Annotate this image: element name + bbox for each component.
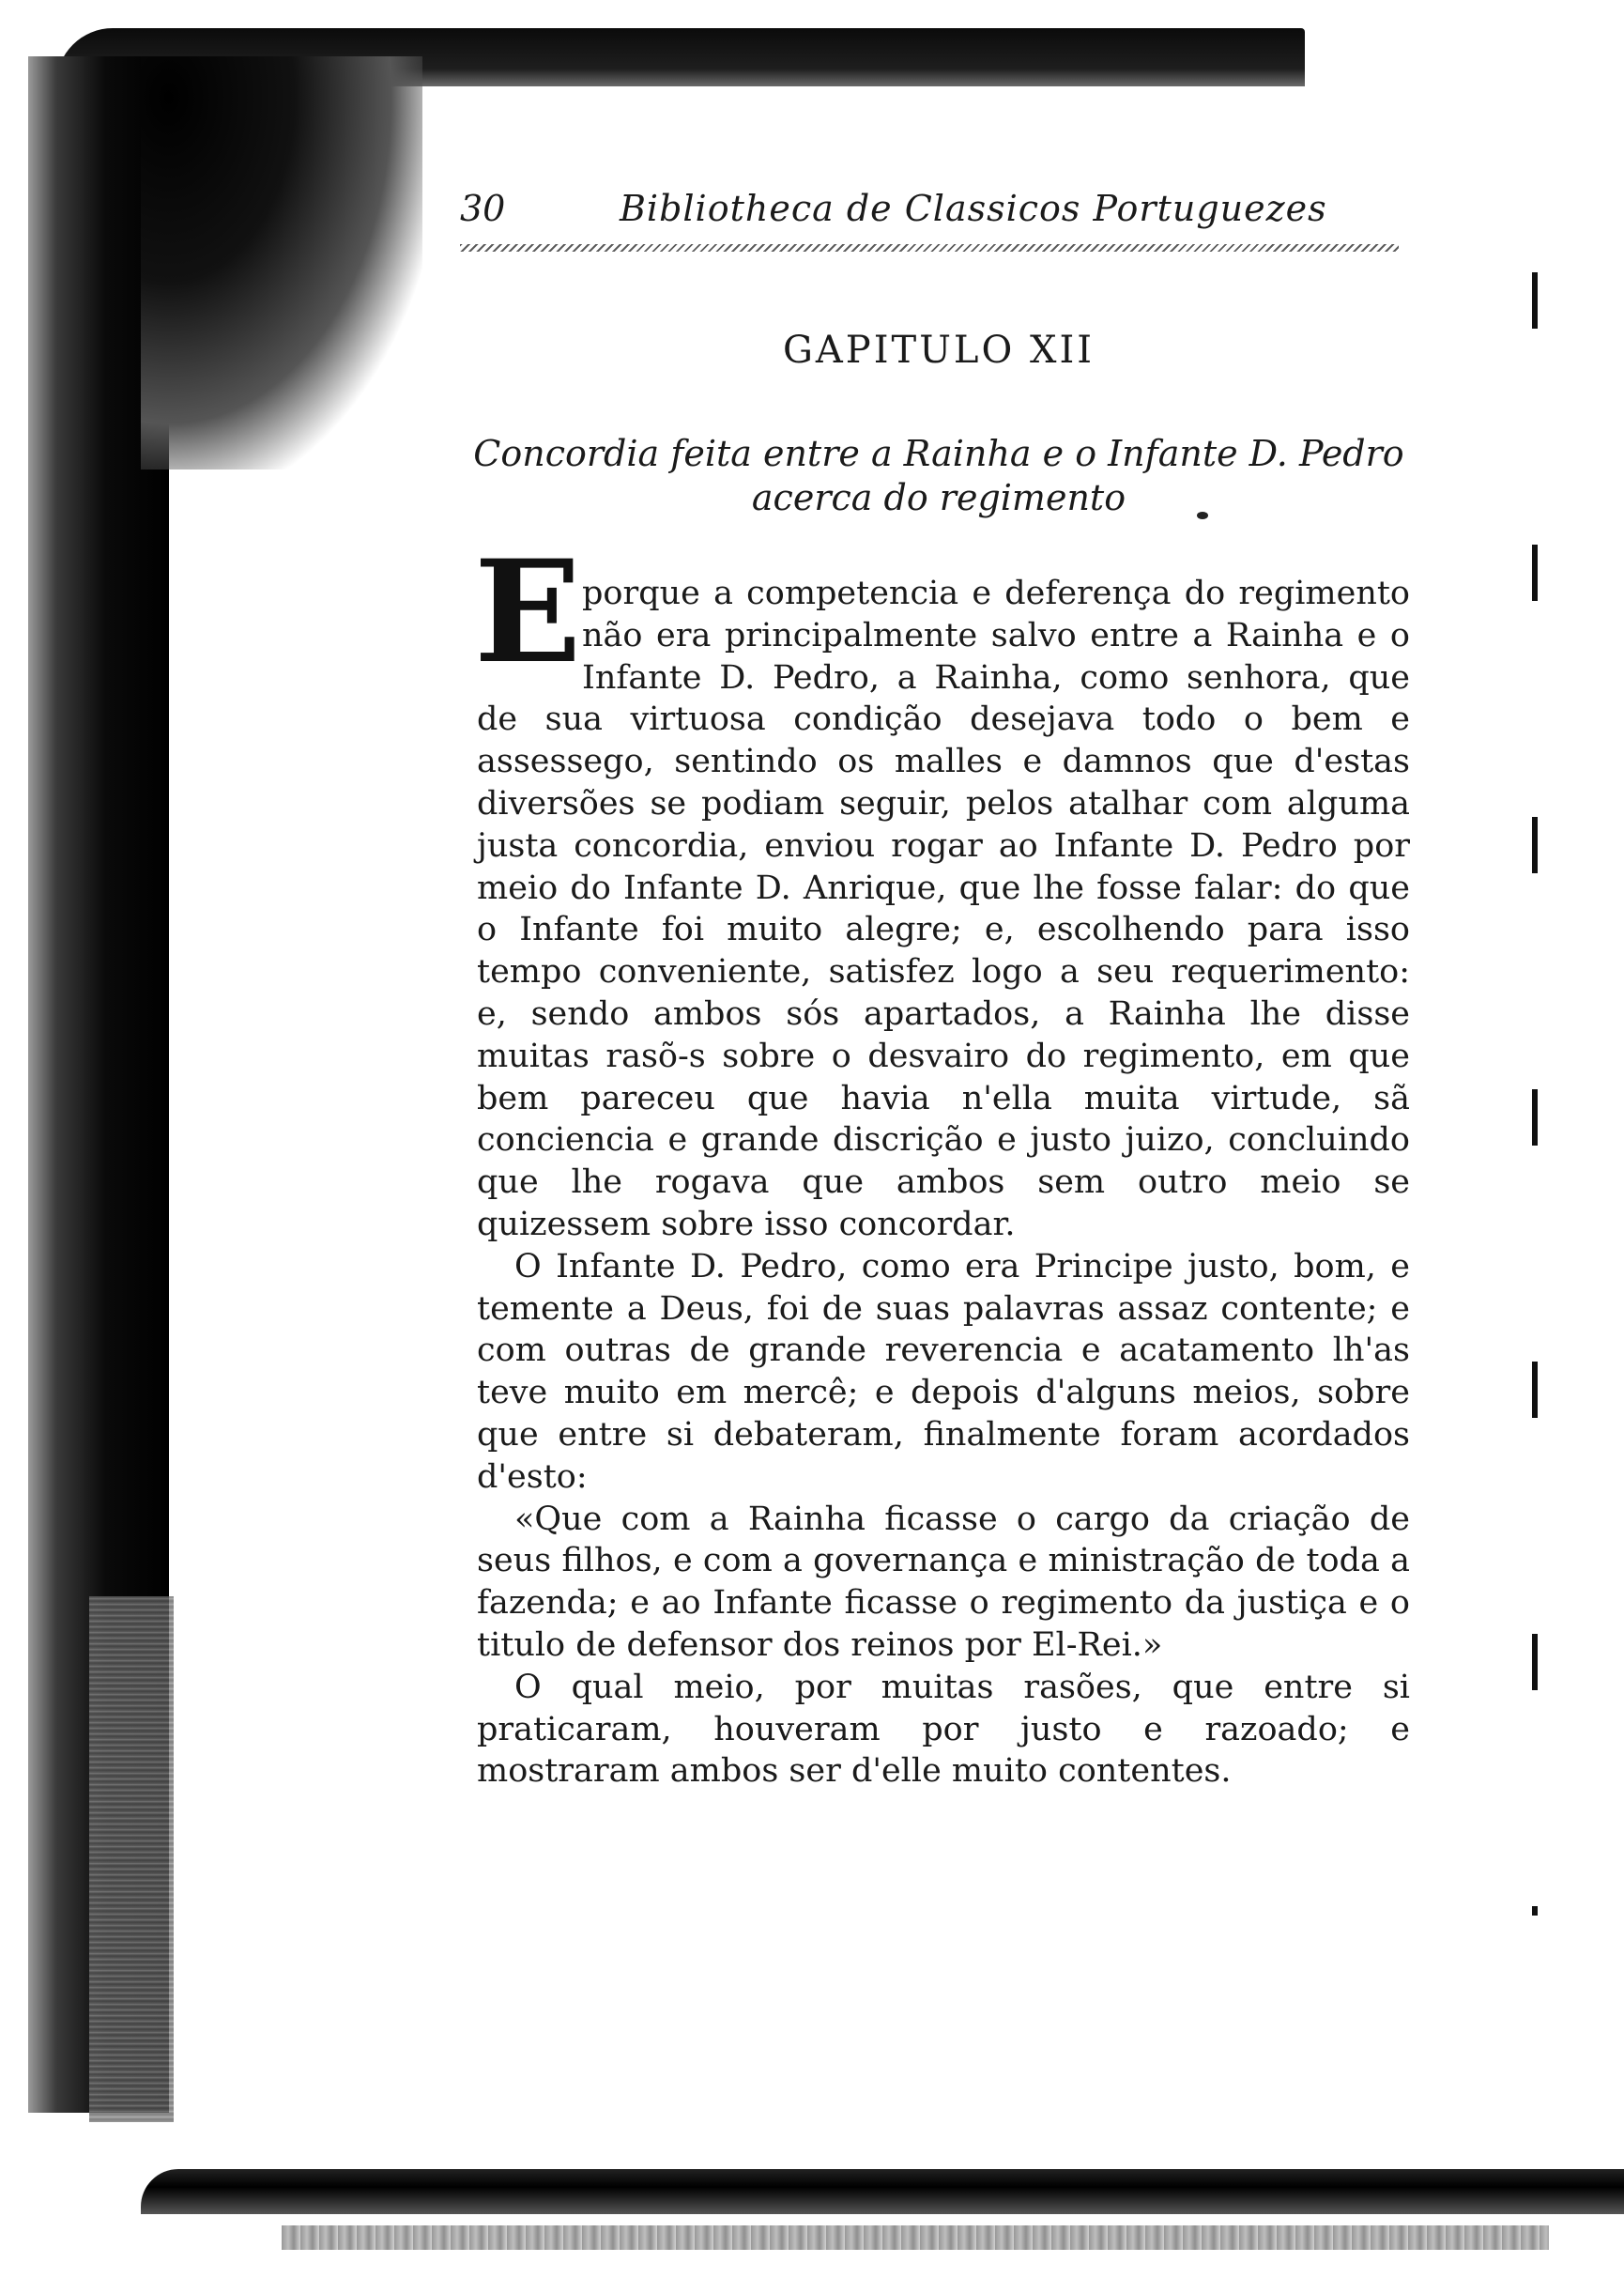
paragraph: «Que com a Rainha ficasse o cargo da criação de seus filhos, e com a governança e ministração de toda a fazenda; e ao Infante ficasse o regimento da justiça e o titulo de defensor dos reinos por El-Rei.» (477, 1500, 1410, 1664)
chapter-subtitle (469, 432, 1408, 520)
series-title: Bibliotheca de Classicos Portuguezes (620, 188, 1327, 229)
chapter-subtitle-line: acerca do regimento (751, 477, 1126, 518)
page-number: 30 (460, 188, 506, 229)
scan-shadow-bottom (141, 2169, 1624, 2214)
drop-cap-spacer (477, 573, 582, 693)
chapter-subtitle-line: Concordia feita entre a Rainha e o Infante D. Pedro (473, 433, 1404, 474)
ink-speck (1197, 512, 1208, 519)
paragraph: O qual meio, por muitas rasões, que entre si praticaram, houveram por justo e razoado; e mostraram ambos ser d'elle muito contentes. (477, 1668, 1410, 1791)
scan-texture-bottom (282, 2225, 1549, 2250)
body-text (477, 573, 1410, 1793)
header-rule (460, 244, 1399, 252)
chapter-title: GAPITULO XII (782, 329, 1095, 372)
paragraph: porque a competencia e deferença do regimento não era principalmente salvo entre a Rainha e o Infante D. Pedro, a Rainha, como senhora, que de sua virtuosa condição desejava todo o bem e assessego, sentindo os malles e damnos que d'estas diversões se podiam seguir, pelos atalhar com alguma justa concordia, enviou rogar ao Infante D. Pedro por meio do Infante D. Anrique, que lhe fosse falar: do que o Infante foi muito alegre; e, escolhendo para isso tempo conveniente, satisfez logo a seu requerimento: e, sendo ambos sós apartados, a Rainha lhe disse muitas rasõ-s sobre o desvairo do regimento, em que bem pareceu que havia n'ella muita virtude, sã conciencia e grande discrição e justo juizo, concluindo que lhe rogava que ambos sem outro meio se quizessem sobre isso concordar. (477, 575, 1410, 1243)
drop-cap: E (474, 530, 582, 695)
paragraph: O Infante D. Pedro, como era Principe justo, bom, e temente a Deus, foi de suas palavras assaz contente; e com outras de grande reverencia e acatamento lh'as teve muito em mercê; e depois d'alguns meios, sobre que entre si debateram, finalmente foram acordados d'esto: (477, 1247, 1410, 1496)
scan-shadow-corner (141, 56, 422, 469)
running-head (460, 188, 1399, 254)
scan-marks-right (1521, 131, 1549, 1916)
scan-texture-left (89, 1596, 174, 2122)
